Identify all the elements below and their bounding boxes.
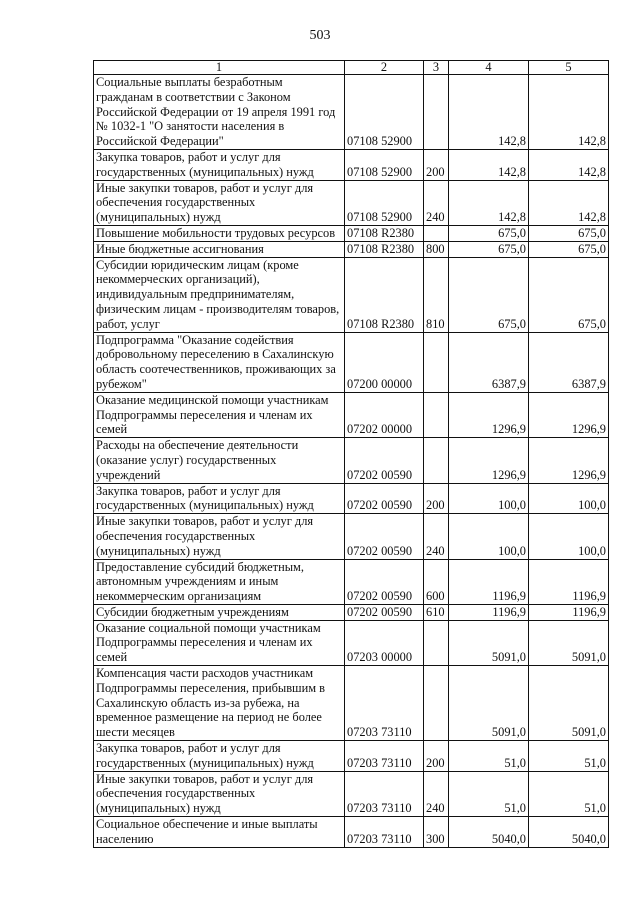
row-code: 07202 00590 xyxy=(345,438,424,483)
row-description: Иные закупки товаров, работ и услуг для обеспечения государственных (муниципальных) нужд xyxy=(94,180,345,225)
row-code: 07108 52900 xyxy=(345,149,424,180)
row-expense-type xyxy=(424,392,449,437)
page-number: 503 xyxy=(309,28,331,43)
table-row xyxy=(94,257,609,332)
row-value-col5: 1296,9 xyxy=(529,392,609,437)
row-description: Иные закупки товаров, работ и услуг для обеспечения государственных (муниципальных) нужд xyxy=(94,514,345,559)
header-col-5: 5 xyxy=(529,61,609,75)
row-value-col4: 5091,0 xyxy=(449,620,529,665)
row-value-col5: 51,0 xyxy=(529,771,609,816)
table-row xyxy=(94,604,609,620)
row-value-col4: 5040,0 xyxy=(449,817,529,848)
row-value-col4: 1296,9 xyxy=(449,438,529,483)
row-code: 07202 00590 xyxy=(345,559,424,604)
row-expense-type xyxy=(424,225,449,241)
table-row xyxy=(94,438,609,483)
row-value-col5: 1196,9 xyxy=(529,604,609,620)
row-value-col5: 5040,0 xyxy=(529,817,609,848)
row-value-col4: 1196,9 xyxy=(449,559,529,604)
row-code: 07108 R2380 xyxy=(345,257,424,332)
row-code: 07108 R2380 xyxy=(345,241,424,257)
row-value-col4: 6387,9 xyxy=(449,332,529,392)
row-value-col5: 6387,9 xyxy=(529,332,609,392)
table-row xyxy=(94,75,609,150)
row-value-col5: 100,0 xyxy=(529,514,609,559)
row-expense-type: 240 xyxy=(424,771,449,816)
row-code: 07202 00000 xyxy=(345,392,424,437)
row-value-col4: 51,0 xyxy=(449,741,529,772)
row-value-col5: 1296,9 xyxy=(529,438,609,483)
table-row xyxy=(94,817,609,848)
row-expense-type: 200 xyxy=(424,483,449,514)
row-code: 07203 73110 xyxy=(345,666,424,741)
row-value-col5: 675,0 xyxy=(529,241,609,257)
row-value-col4: 675,0 xyxy=(449,241,529,257)
row-value-col5: 142,8 xyxy=(529,180,609,225)
row-expense-type: 200 xyxy=(424,741,449,772)
table-row xyxy=(94,741,609,772)
row-value-col5: 675,0 xyxy=(529,225,609,241)
table-header-row xyxy=(94,61,609,75)
header-col-3: 3 xyxy=(424,61,449,75)
row-code: 07202 00590 xyxy=(345,514,424,559)
row-description: Иные закупки товаров, работ и услуг для обеспечения государственных (муниципальных) нужд xyxy=(94,771,345,816)
row-value-col4: 100,0 xyxy=(449,514,529,559)
row-value-col5: 5091,0 xyxy=(529,666,609,741)
row-code: 07108 52900 xyxy=(345,75,424,150)
row-expense-type: 600 xyxy=(424,559,449,604)
row-value-col4: 142,8 xyxy=(449,180,529,225)
row-expense-type: 200 xyxy=(424,149,449,180)
table-row xyxy=(94,771,609,816)
row-expense-type xyxy=(424,620,449,665)
row-expense-type: 240 xyxy=(424,180,449,225)
row-expense-type xyxy=(424,75,449,150)
row-value-col5: 142,8 xyxy=(529,75,609,150)
table-row xyxy=(94,332,609,392)
row-code: 07203 73110 xyxy=(345,741,424,772)
table-row xyxy=(94,514,609,559)
row-value-col5: 51,0 xyxy=(529,741,609,772)
row-code: 07108 R2380 xyxy=(345,225,424,241)
row-code: 07203 73110 xyxy=(345,817,424,848)
row-value-col4: 1296,9 xyxy=(449,392,529,437)
row-expense-type xyxy=(424,666,449,741)
row-value-col4: 100,0 xyxy=(449,483,529,514)
row-code: 07108 52900 xyxy=(345,180,424,225)
row-value-col5: 100,0 xyxy=(529,483,609,514)
row-code: 07202 00590 xyxy=(345,604,424,620)
row-value-col4: 142,8 xyxy=(449,149,529,180)
row-description: Субсидии бюджетным учреждениям xyxy=(94,604,345,620)
table-row xyxy=(94,149,609,180)
row-description: Компенсация части расходов участникам Подпрограммы переселения, прибывшим в Сахалинскую область из-за рубежа, на временное размещение на период не более шести месяцев xyxy=(94,666,345,741)
row-description: Социальные выплаты безработным гражданам в соответствии с Законом Российской Федерации от 19 апреля 1991 год № 1032-1 "О занятости населения в Российской Федерации" xyxy=(94,75,345,150)
row-description: Оказание медицинской помощи участникам Подпрограммы переселения и членам их семей xyxy=(94,392,345,437)
table-row xyxy=(94,483,609,514)
row-expense-type: 610 xyxy=(424,604,449,620)
row-code: 07202 00590 xyxy=(345,483,424,514)
row-value-col4: 675,0 xyxy=(449,225,529,241)
table-row xyxy=(94,225,609,241)
row-value-col4: 5091,0 xyxy=(449,666,529,741)
header-col-2: 2 xyxy=(345,61,424,75)
row-code: 07203 73110 xyxy=(345,771,424,816)
row-description: Закупка товаров, работ и услуг для государственных (муниципальных) нужд xyxy=(94,741,345,772)
row-value-col5: 5091,0 xyxy=(529,620,609,665)
header-col-1: 1 xyxy=(94,61,345,75)
row-description: Закупка товаров, работ и услуг для государственных (муниципальных) нужд xyxy=(94,149,345,180)
row-expense-type: 240 xyxy=(424,514,449,559)
row-description: Расходы на обеспечение деятельности (оказание услуг) государственных учреждений xyxy=(94,438,345,483)
table-row xyxy=(94,180,609,225)
row-description: Подпрограмма "Оказание содействия добровольному переселению в Сахалинскую область соотечественников, проживающих за рубежом" xyxy=(94,332,345,392)
table-row xyxy=(94,666,609,741)
row-description: Иные бюджетные ассигнования xyxy=(94,241,345,257)
row-description: Предоставление субсидий бюджетным, автономным учреждениям и иным некоммерческим организациям xyxy=(94,559,345,604)
row-description: Повышение мобильности трудовых ресурсов xyxy=(94,225,345,241)
row-value-col5: 142,8 xyxy=(529,149,609,180)
table-row xyxy=(94,392,609,437)
row-description: Оказание социальной помощи участникам Подпрограммы переселения и членам их семей xyxy=(94,620,345,665)
row-value-col5: 675,0 xyxy=(529,257,609,332)
table-row xyxy=(94,241,609,257)
row-expense-type: 810 xyxy=(424,257,449,332)
row-expense-type: 300 xyxy=(424,817,449,848)
row-value-col4: 51,0 xyxy=(449,771,529,816)
header-col-4: 4 xyxy=(449,61,529,75)
row-expense-type xyxy=(424,332,449,392)
row-description: Субсидии юридическим лицам (кроме некоммерческих организаций), индивидуальным предпринимателям, физическим лицам - производителям товаров, работ, услуг xyxy=(94,257,345,332)
budget-table xyxy=(93,60,609,848)
row-code: 07200 00000 xyxy=(345,332,424,392)
row-value-col4: 675,0 xyxy=(449,257,529,332)
row-value-col4: 1196,9 xyxy=(449,604,529,620)
row-expense-type xyxy=(424,438,449,483)
table-row xyxy=(94,559,609,604)
row-description: Закупка товаров, работ и услуг для государственных (муниципальных) нужд xyxy=(94,483,345,514)
table-row xyxy=(94,620,609,665)
row-value-col4: 142,8 xyxy=(449,75,529,150)
row-description: Социальное обеспечение и иные выплаты населению xyxy=(94,817,345,848)
row-value-col5: 1196,9 xyxy=(529,559,609,604)
row-expense-type: 800 xyxy=(424,241,449,257)
row-code: 07203 00000 xyxy=(345,620,424,665)
